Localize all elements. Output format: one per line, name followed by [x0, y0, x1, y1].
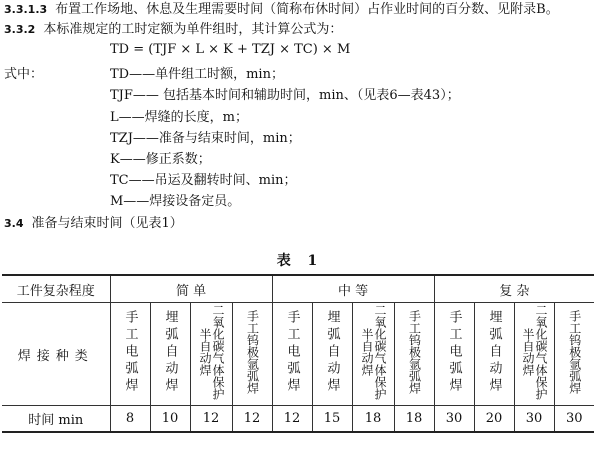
type-cell [272, 303, 312, 406]
definition-tzj: TZJ——准备与结束时间，min； [110, 131, 301, 146]
time-value: 15 [312, 406, 352, 433]
type-label: 手工电弧焊 [122, 309, 138, 395]
time-value: 30 [554, 406, 594, 433]
type-label: 手工钨极氩弧焊 [245, 310, 260, 394]
formula: TD = (TJF × L × K + TZJ × TC) × M [110, 42, 351, 57]
prep-time-table [2, 274, 594, 433]
type-cell [110, 303, 150, 406]
type-cell [434, 303, 474, 406]
type-cell [312, 303, 352, 406]
time-value: 20 [474, 406, 514, 433]
time-value: 18 [394, 406, 434, 433]
time-value: 12 [190, 406, 232, 433]
type-label: 手工钨极氩弧焊 [407, 310, 422, 394]
paragraph-text: 准备与结束时间（见表1） [31, 216, 183, 231]
type-cell [394, 303, 434, 406]
time-value: 10 [150, 406, 190, 433]
definition-l: L——焊缝的长度，m； [110, 110, 248, 125]
definition-k: K——修正系数； [110, 152, 211, 167]
definition-m: M——焊接设备定员。 [110, 194, 241, 209]
time-value: 30 [434, 406, 474, 433]
time-value: 12 [232, 406, 272, 433]
table-caption: 表 1 [276, 253, 324, 269]
type-cell [150, 303, 190, 406]
type-cell [474, 303, 514, 406]
paragraph-3-4 [4, 216, 183, 232]
type-cell [514, 303, 554, 406]
section-number: 3.3.1.3 [4, 3, 48, 16]
time-value: 18 [352, 406, 394, 433]
time-value: 30 [514, 406, 554, 433]
type-cell [352, 303, 394, 406]
type-label: 二氧化碳气体保护半自动焊 [198, 304, 225, 400]
row-label-complexity: 工件复杂程度 [2, 275, 110, 303]
type-label: 手工电弧焊 [284, 309, 300, 395]
group-complex: 复 杂 [434, 275, 594, 303]
row-label-welding-type: 焊接种类 [2, 303, 110, 406]
row-label-time: 时间 min [2, 406, 110, 433]
type-cell [554, 303, 594, 406]
type-label: 二氧化碳气体保护半自动焊 [360, 304, 388, 400]
time-value: 12 [272, 406, 312, 433]
group-simple: 简 单 [110, 275, 272, 303]
type-cell [190, 303, 232, 406]
paragraph-3-3-2 [4, 22, 342, 38]
type-label: 手工钨极氩弧焊 [567, 310, 582, 394]
section-number: 3.3.2 [4, 23, 36, 36]
type-label: 埋弧自动焊 [162, 309, 178, 395]
group-medium: 中 等 [272, 275, 434, 303]
where-label: 式中： [4, 67, 44, 82]
type-label: 埋弧自动焊 [486, 309, 502, 395]
definition-tc: TC——吊运及翻转时间、min； [110, 173, 297, 188]
definition-tjf: TJF—— 包括基本时间和辅助时间，min、（见表6—表43）； [110, 88, 460, 103]
type-label: 二氧化碳气体保护半自动焊 [521, 304, 549, 400]
type-label: 埋弧自动焊 [324, 309, 340, 395]
paragraph-3-3-1-3 [4, 2, 559, 18]
section-number: 3.4 [4, 217, 24, 230]
time-value: 8 [110, 406, 150, 433]
type-cell [232, 303, 272, 406]
paragraph-text: 本标准规定的工时定额为单件组时，其计算公式为： [43, 22, 343, 37]
type-label: 手工电弧焊 [446, 309, 462, 395]
paragraph-text: 布置工作场地、休息及生理需要时间（简称布休时间）占作业时间的百分数、见附录B。 [55, 2, 559, 17]
definition-td: TD——单件组工时额，min； [110, 67, 284, 82]
